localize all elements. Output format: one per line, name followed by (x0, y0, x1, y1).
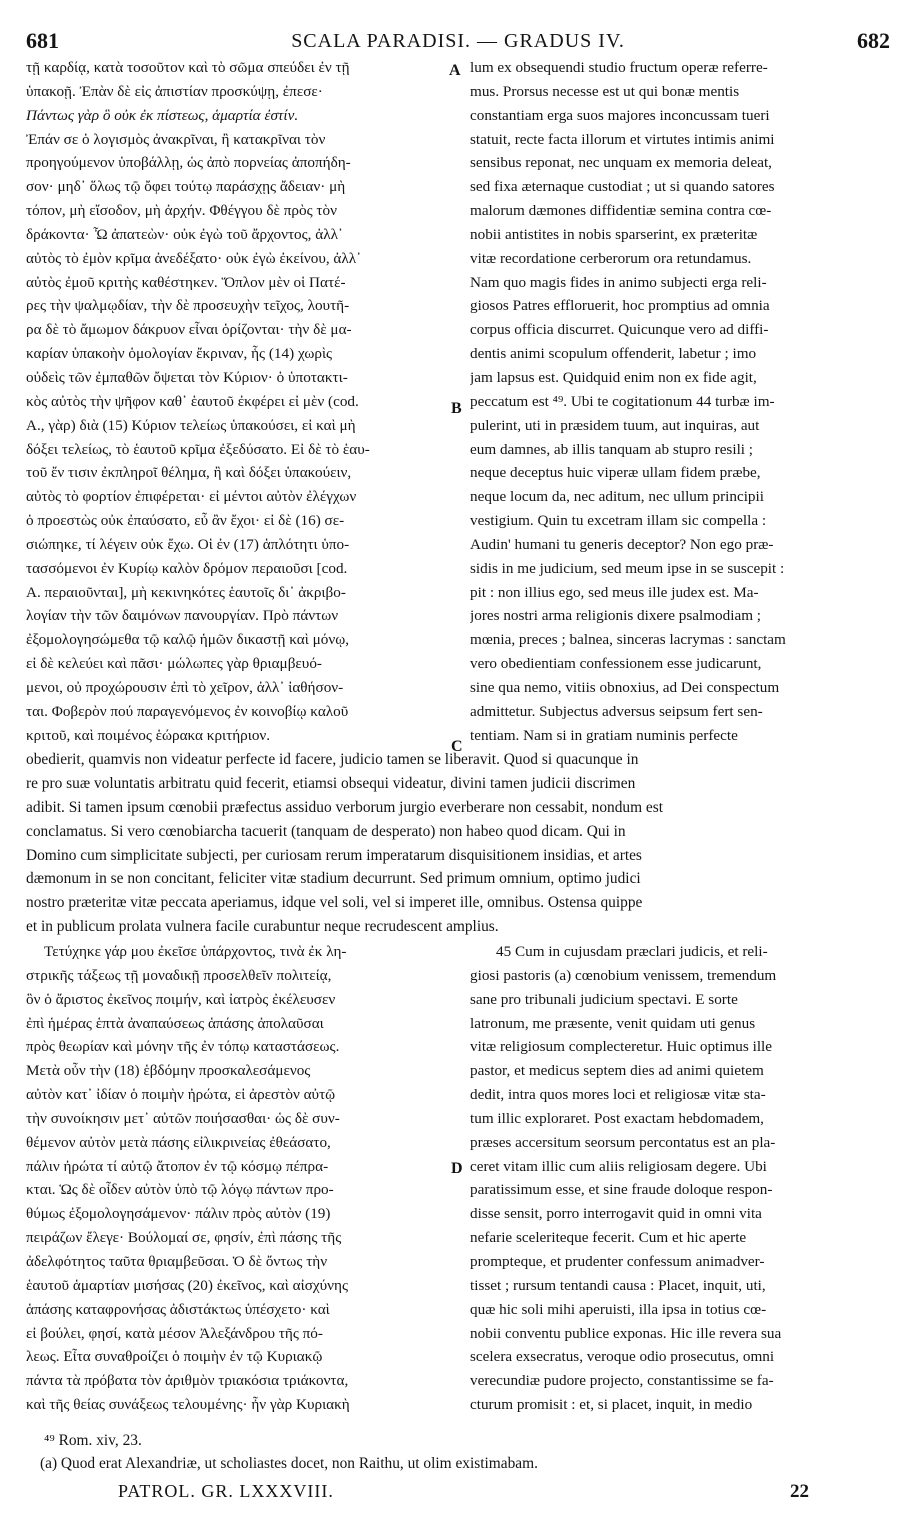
text-line: θύμως ἐξομολογησάμενον· πάλιν πρὸς αὐτὸν (19) (26, 1205, 331, 1223)
text-line: sed fixa æternaque custodiat ; ut si quando satores (470, 178, 775, 196)
running-title: SCALA PARADISI. — GRADUS IV. (291, 30, 625, 52)
text-line: tentiam. Nam si in gratiam numinis perfecte (470, 726, 738, 744)
text-line: sensibus reponat, nec unquam ex memoria deleat, (470, 154, 772, 172)
text-line: ται. Φοβερὸν πού παραγενόμενος ἐν κοινοβίῳ καλοῦ (26, 702, 349, 720)
footer-signature: 22 (790, 1481, 809, 1502)
margin-letter-c: C (451, 738, 463, 755)
text-line: Nam quo magis fides in animo subjecti erga reli- (470, 273, 767, 291)
text-line: vero obedientiam confessionem esse judicarunt, (470, 655, 762, 673)
text-line: nobii conventu publice exponas. Hic ille revera sua (470, 1324, 782, 1342)
latin-column-top (470, 56, 884, 747)
text-line: ἐπὶ ἡμέρας ἑπτὰ ἀναπαύσεως ἁπάσης ἀπολαῦσαι (26, 1014, 324, 1032)
text-line: αὐτὸς τὸ φορτίον ἐπιφέρεται· εἰ μέντοι αὐτὸν ἐλέγχων (26, 488, 357, 506)
text-line: A., γὰρ) διὰ (15) Κύριον τελείως ὑπακούσει, εἰ καὶ μὴ (26, 416, 356, 434)
text-line: πειράζων ἔλεγε· Βούλομαί σε, φησίν, ἐπὶ πάσης τῆς (26, 1229, 342, 1247)
scripture-footnote: ⁴⁹ Rom. xiv, 23. (44, 1432, 142, 1449)
text-line: πάλιν ἠρώτα τί αὐτῷ ἄτοπον ἐν τῷ κόσμῳ πέπρα- (26, 1157, 329, 1175)
page-number-right: 682 (857, 28, 890, 53)
text-line: sine qua nemo, vitiis obnoxius, ad Dei conspectum (470, 678, 780, 696)
text-line: verecundiæ pudore projecto, constantissime se fa- (470, 1372, 774, 1390)
text-line: neque deceptus huic viperæ ullam fidem præbe, (470, 464, 761, 482)
text-line: Τετύχηκε γάρ μου ἐκεῖσε ὑπάρχοντος, τινὰ ἐκ λη- (44, 943, 347, 960)
text-line: δόξει τελείως, τὸ ἑαυτοῦ κρῖμα ἐξεδύσατο. Εἰ δὲ τὸ ἑαυ- (26, 440, 370, 458)
text-line: jores nostri arma religionis dixere psalmodiam ; (470, 607, 762, 625)
text-line: præses accersitum seorsum percontatus est an pla- (470, 1133, 776, 1151)
text-line: neque locum da, nec aditum, nec ullum principii (470, 488, 764, 506)
text-line: vestigium. Quin tu excetram illam sic compella : (470, 512, 767, 530)
text-line: ἁπάσης καταφρονήσας ἀδιστάκτως ὑπέσχετο· καὶ (26, 1300, 330, 1318)
text-line: πρὸς θεωρίαν καὶ μόνην τῆς ἐν τόπῳ καταστάσεως. (26, 1038, 340, 1056)
text-line: pit : non illius ego, sed meus ille judex est. Ma- (470, 583, 759, 601)
text-line: pastor, et medicus septem dies ad animi quietem (470, 1062, 764, 1080)
text-line: prompteque, et prudenter confessum animadver- (470, 1252, 765, 1270)
text-line: tum illic exploraret. Post exactam hebdomadem, (470, 1109, 764, 1127)
text-line: τὴν συνοίκησιν μετ᾽ αὐτῶν ποιήσασθαι· ὡς δὲ συν- (26, 1109, 340, 1127)
text-line: adibit. Si tamen ipsum cœnobii præfectus assiduo verborum jurgio everberare non cessabit, nondum est (26, 798, 664, 816)
text-line: ἑαυτοῦ ἁμαρτίαν μισήσας (20) ἐκεῖνος, καὶ αἰσχύνης (26, 1276, 348, 1294)
text-line: dentis animi scopulum offenderit, labetur ; imo (470, 345, 757, 363)
text-line: θέμενον αὐτὸν μετὰ πάσης εἰλικρινείας ἐθεάσατο, (26, 1133, 331, 1151)
text-line: τοῦ ἔν τισιν ἐκπληροῖ θέλημα, ἢ καὶ δόξει ὑπακούειν, (26, 464, 352, 482)
full-width-paragraph (26, 748, 884, 939)
text-line: ὁ προεστὼς οὐκ ἐπαύσατο, εὖ ἂν ἔχοι· εἰ δὲ (16) σε- (26, 512, 345, 530)
text-line: jam lapsus est. Quidquid enim non ex fide agit, (470, 368, 757, 386)
text-line: nobii antistites in nobis sparserint, ex præteritæ (470, 225, 758, 243)
text-line: vitæ recordatione cerberorum ora retundamus. (470, 249, 752, 267)
text-line: cturum promisit : et, si placet, inquit, in medio (470, 1396, 753, 1414)
text-line: quæ hic soli mihi aperuisti, illa ipsa in totius cœ- (470, 1300, 767, 1318)
text-line: κται. Ὡς δὲ οἶδεν αὐτὸν ὑπὸ τῷ λόγῳ πάντων προ- (26, 1181, 334, 1199)
text-line: αὐτὸς ἐμοῦ κριτὴς καθέστηκεν. Ὅπλον μὲν οἱ Πατέ- (26, 273, 346, 291)
text-line: οὐδεὶς τῶν ἐμπαθῶν ὄψεται τὸν Κύριον· ὁ ὑποτακτι- (26, 368, 348, 386)
text-line: τασσόμενοι ἐν Κυρίῳ καλὸν δρόμον περαιοῦσι [cod. (26, 559, 348, 577)
text-line: στρικῆς τάξεως τῇ μοναδικῇ προσελθεῖν πολιτείᾳ, (26, 966, 332, 984)
text-line: ἀδελφότητος ταῦτα θριαμβεῦσαι. Ὁ δὲ ὄντως τὴν (26, 1252, 328, 1270)
text-line: mœnia, preces ; balnea, sinceras lacrymas : sanctam (470, 631, 786, 649)
text-line: λεως. Εἶτα συναθροίζει ὁ ποιμὴν ἐν τῷ Κυριακῷ (26, 1348, 323, 1366)
text-line: ceret vitam illic cum aliis religiosam degere. Ubi (470, 1157, 767, 1175)
text-line: ἐξομολογησώμεθα τῷ καλῷ ἡμῶν δικαστῇ καὶ μόνῳ, (26, 631, 350, 649)
text-line: καρίαν ὑπακοὴν ὁμολογίαν ἔκριναν, ἧς (14) χωρὶς (26, 345, 333, 363)
text-line: dæmonum in se non concitant, feliciter vitæ stadium decurrunt. Sed primum omnium, optimo judici (26, 870, 641, 888)
text-line: nefarie sceleriteque fecerit. Cum et hic aperte (470, 1229, 747, 1247)
text-line: sidis in me judicium, sed meum ipse in se suscepit : (470, 559, 785, 577)
margin-letter-b: B (451, 400, 462, 417)
text-line: statuit, recte facta illorum et virtutes intimis animi (470, 130, 775, 148)
text-line: σιώπηκε, τί λέγειν οὐκ ἔχω. Οἱ ἐν (17) ἁπλότητι ὑπο- (26, 535, 350, 553)
margin-letter-a: A (449, 62, 461, 79)
text-line: κὸς αὐτὸς τὴν ψῆφον καθ᾽ ἑαυτοῦ ἐκφέρει εἰ μὲν (cod. (26, 392, 359, 410)
text-line: dedit, intra quos mores loci et religiosæ vitæ sta- (470, 1086, 766, 1104)
text-line: προηγούμενον ὑποβάλλῃ, ὡς ἀπὸ πορνείας ἀποπήδη- (26, 154, 351, 172)
greek-column-top (26, 56, 446, 747)
text-line: pulerint, uti in præsidem tuum, aut inquiras, aut (470, 416, 760, 434)
text-line: eum damnes, ab illis tanquam ab stupro resili ; (470, 440, 754, 458)
text-line: δράκοντα· Ὦ ἀπατεὼν· οὐκ ἐγὼ τοῦ ἄρχοντος, ἀλλ᾽ (26, 225, 343, 243)
text-line: mus. Prorsus necesse est ut qui bonæ mentis (470, 82, 740, 100)
text-line: καὶ τῆς θείας συνάξεως τελουμένης· ἦν γὰρ Κυριακὴ (26, 1396, 350, 1414)
text-line: conclamatus. Si vero cœnobiarcha tacuerit (tanquam de desperato) non habeo quod dicam. Qui in (26, 822, 626, 840)
text-line: Domino cum simplicitate subjecti, per curiosam rerum imperatarum disquisitionem insidias, et artes (26, 846, 642, 864)
text-line: λογίαν τὴν τῶν δαιμόνων πανουργίαν. Πρὸ πάντων (26, 607, 339, 625)
text-line: peccatum est ⁴⁹. Ubi te cogitationum 44 turbæ im- (470, 392, 775, 410)
text-line: αὐτὸν κατ᾽ ἰδίαν ὁ ποιμὴν ἠρώτα, εἰ ἀρεστὸν αὐτῷ (26, 1086, 336, 1104)
text-line: εἰ δὲ κελεύει καὶ πᾶσι· μώλωπες γὰρ θριαμβευό- (26, 655, 322, 673)
text-line: lum ex obsequendi studio fructum operæ referre- (470, 59, 768, 76)
text-line: admittetur. Subjectus adversus seipsum fert sen- (470, 702, 763, 720)
text-line: disse sensit, porro interrogavit quid in omni vita (470, 1205, 762, 1223)
text-line: constantiam erga suos majores inconcussam tueri (470, 106, 770, 124)
text-line: vitæ religiosum complecteretur. Huic optimus ille (470, 1038, 773, 1056)
footer-series: PATROL. GR. LXXXVIII. (118, 1481, 334, 1501)
text-line: εἰ βούλει, φησί, κατὰ μέσον Ἀλεξάνδρου τῆς πό- (26, 1324, 323, 1342)
text-line: Ἐπάν σε ὁ λογισμὸς ἀνακρῖναι, ἢ κατακρῖναι τὸν (26, 130, 326, 148)
text-line: αὐτὸς τὸ ἐμὸν κρῖμα ἀνεδέξατο· οὐκ ἐγὼ ἐκείνου, ἀλλ᾽ (26, 249, 362, 267)
text-line: latronum, me præsente, venit quidam uti genus (470, 1014, 756, 1032)
text-line: ὑπακοῇ. Ἐπὰν δὲ εἰς ἀπιστίαν προσκύψῃ, ἐπεσε· (26, 82, 323, 100)
page-number-left: 681 (26, 28, 59, 53)
text-line: τόπον, μὴ εἴσοδον, μὴ ἀρχήν. Φθέγγου δὲ πρὸς τὸν (26, 202, 337, 220)
text-line: obedierit, quamvis non videatur perfecte id facere, judicio tamen se liberavit. Quod si quacunque in (26, 751, 639, 768)
text-line: paratissimum esse, et sine fraude doloque respon- (470, 1181, 773, 1199)
text-line: ρα δὲ τὸ ἄμωμον δάκρυον εἶναι ὁρίζονται· τὴν δὲ μα- (26, 321, 352, 339)
text-line: re pro suæ voluntatis arbitratu quid fecerit, etiamsi obsequi videatur, divini tamen judicii discrimen (26, 774, 636, 792)
text-line: πάντα τὰ πρόβατα τὸν ἀριθμὸν τριακόσια τριάκοντα, (26, 1372, 349, 1390)
text-line: A. περαιοῦνται], μὴ κεκινηκότες ἑαυτοῖς δι᾽ ἀκριβο- (26, 583, 346, 601)
text-line: nostro præteritæ vitæ peccata aperiamus, idque vel soli, vel si imperet ille, omnibus. Ostensa quippe (26, 894, 643, 912)
text-line: τῇ καρδίᾳ, κατὰ τοσοῦτον καὶ τὸ σῶμα σπεύδει ἐν τῇ (26, 59, 350, 76)
text-line: ρες τὴν ψαλμῳδίαν, τὴν δὲ προσευχὴν τεῖχος, λουτῆ- (26, 297, 350, 315)
text-line: malorum dæmones diffidentiæ semina contra cœ- (470, 202, 772, 220)
text-line: sane pro tribunali judicium spectavi. E sorte (470, 990, 738, 1008)
text-line: σον· μηδ᾽ ὅλως τῷ ὄφει τούτῳ παράσχῃς ἄδειαν· μὴ (26, 178, 346, 196)
text-line: giosos Patres effloruerit, hoc promptius ad omnia (470, 297, 770, 315)
text-line: Πάντως γὰρ ὃ οὐκ ἐκ πίστεως, ἁμαρτία ἐστίν. (26, 106, 299, 124)
text-line: Μετὰ οὖν τὴν (18) ἑβδόμην προσκαλεσάμενος (26, 1062, 311, 1080)
text-line: 45 Cum in cujusdam præclari judicis, et reli- (496, 943, 768, 960)
text-line: scelera exsecratus, veroque odio prosecutus, omni (470, 1348, 775, 1366)
text-line: κριτοῦ, καὶ ποιμένος ἑώρακα κριτήριον. (26, 726, 271, 744)
text-line: tisset ; rursum tentandi causa : Placet, inquit, uti, (470, 1276, 766, 1294)
greek-column-bottom (26, 940, 446, 1417)
text-line: corpus officia discurret. Quicunque vero ad diffi- (470, 321, 769, 339)
margin-letter-d: D (451, 1160, 463, 1177)
text-line: giosi pastoris (a) cœnobium venissem, tremendum (470, 966, 777, 984)
latin-column-bottom (470, 940, 884, 1417)
text-line: μενοι, οὐ προχώρουσιν ἐπὶ τὸ χεῖρον, ἀλλ᾽ ἰαθήσον- (26, 678, 344, 696)
running-header (26, 28, 890, 56)
text-line: et in publicum prolata vulnera facile curabuntur neque recrudescent amplius. (26, 918, 499, 936)
text-line: ὃν ὁ ἄριστος ἐκεῖνος ποιμήν, καὶ ἰατρὸς ἐκέλευσεν (26, 990, 336, 1008)
editor-note: (a) Quod erat Alexandriæ, ut scholiastes docet, non Raithu, ut olim existimabam. (40, 1455, 538, 1472)
text-line: Audin' humani tu generis deceptor? Non ego præ- (470, 535, 774, 553)
